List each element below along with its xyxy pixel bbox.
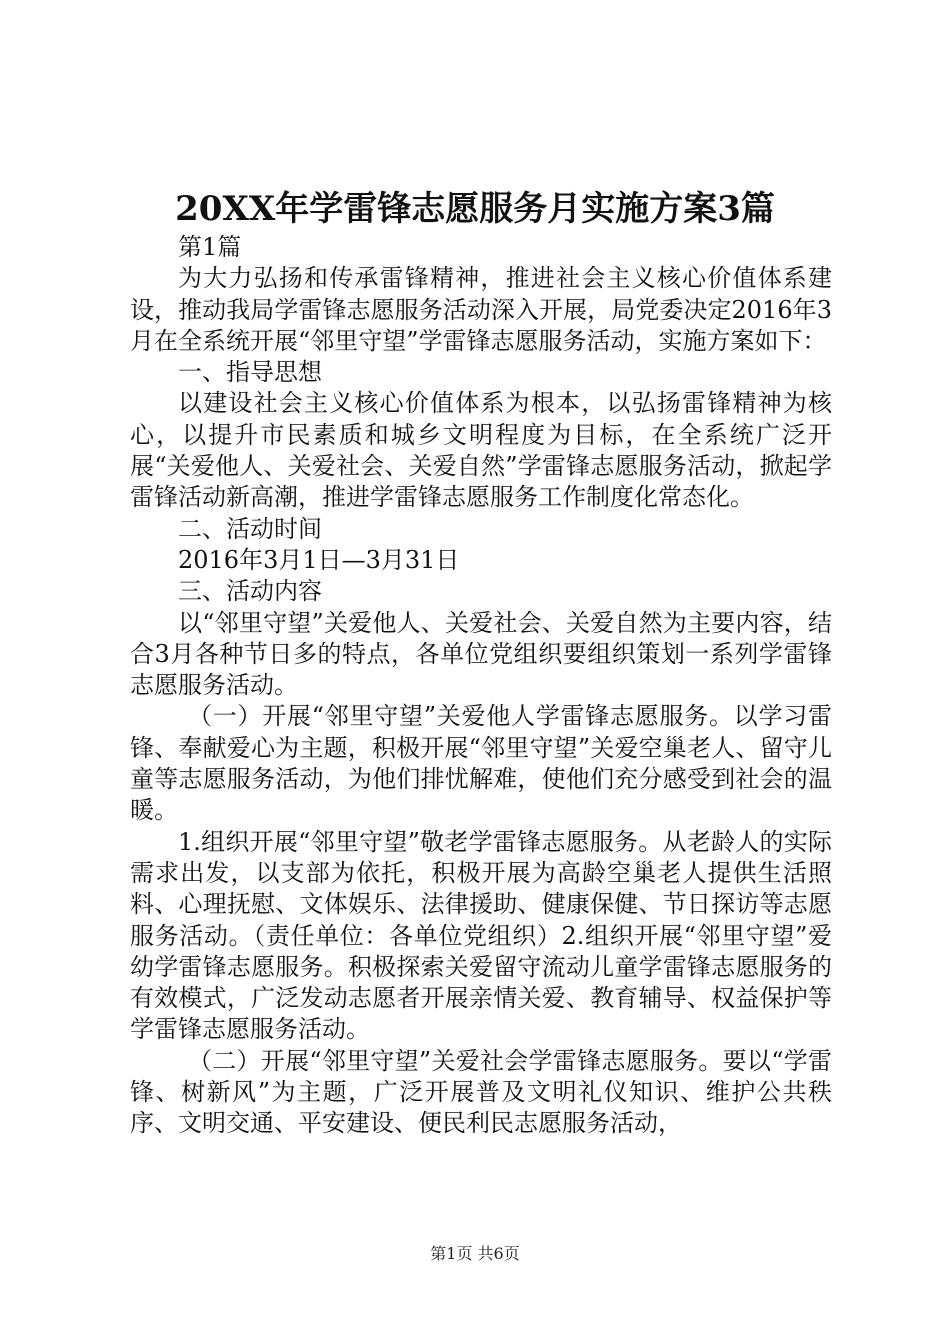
paragraph-elderly-children: 1.组织开展“邻里守望”敬老学雷锋志愿服务。从老龄人的实际需求出发，以支部为依托，积极开展为高龄空巢老人提供生活照料、心理抚慰、文体娱乐、法律援助、健康保健、节日探访等志愿服务活动。（责任单位：各单位党组织）2.组织开展“邻里守望”爱幼学雷锋志愿服务。积极探索关爱留守流动儿童学雷锋志愿服务的有效模式，广泛发动志愿者开展亲情关爱、教育辅导、权益保护等学雷锋志愿服务活动。 bbox=[130, 827, 832, 1044]
page-footer: 第1页 共6页 bbox=[430, 1244, 520, 1263]
paragraph-care-others: （一）开展“邻里守望”关爱他人学雷锋志愿服务。以学习雷锋、奉献爱心为主题，积极开展“邻里守望”关爱空巢老人、留守儿童等志愿服务活动，为他们排忧解难，使他们充分感受到社会的温暖。 bbox=[130, 702, 832, 825]
paragraph-guiding-thought: 以建设社会主义核心价值体系为根本，以弘扬雷锋精神为核心，以提升市民素质和城乡文明程度为目标，在全系统广泛开展“关爱他人、关爱社会、关爱自然”学雷锋志愿服务活动，掀起学雷锋活动新高潮，推进学雷锋志愿服务工作制度化常态化。 bbox=[130, 389, 832, 512]
paragraph-intro: 为大力弘扬和传承雷锋精神，推进社会主义核心价值体系建设，推动我局学雷锋志愿服务活动深入开展，局党委决定2016年3月在全系统开展“邻里守望”学雷锋志愿服务活动，实施方案如下： bbox=[130, 264, 832, 355]
heading-guiding-thought: 一、指导思想 bbox=[178, 358, 322, 387]
paragraph-care-society: （二）开展“邻里守望”关爱社会学雷锋志愿服务。要以“学雷锋、树新风”为主题，广泛开展普及文明礼仪知识、维护公共秩序、文明交通、平安建设、便民利民志愿服务活动， bbox=[130, 1046, 832, 1138]
paragraph-section-label: 第1篇 bbox=[178, 233, 242, 261]
heading-activity-time: 二、活动时间 bbox=[178, 514, 322, 543]
document-body bbox=[130, 232, 832, 1140]
heading-activity-content: 三、活动内容 bbox=[178, 577, 322, 606]
paragraph-activity-content: 以“邻里守望”关爱他人、关爱社会、关爱自然为主要内容，结合3月各种节日多的特点，各单位党组织要组织策划一系列学雷锋志愿服务活动。 bbox=[130, 608, 832, 700]
paragraph-activity-time: 2016年3月1日—3月31日 bbox=[178, 545, 460, 574]
document-title: 20XX年学雷锋志愿服务月实施方案3篇 bbox=[175, 189, 775, 229]
